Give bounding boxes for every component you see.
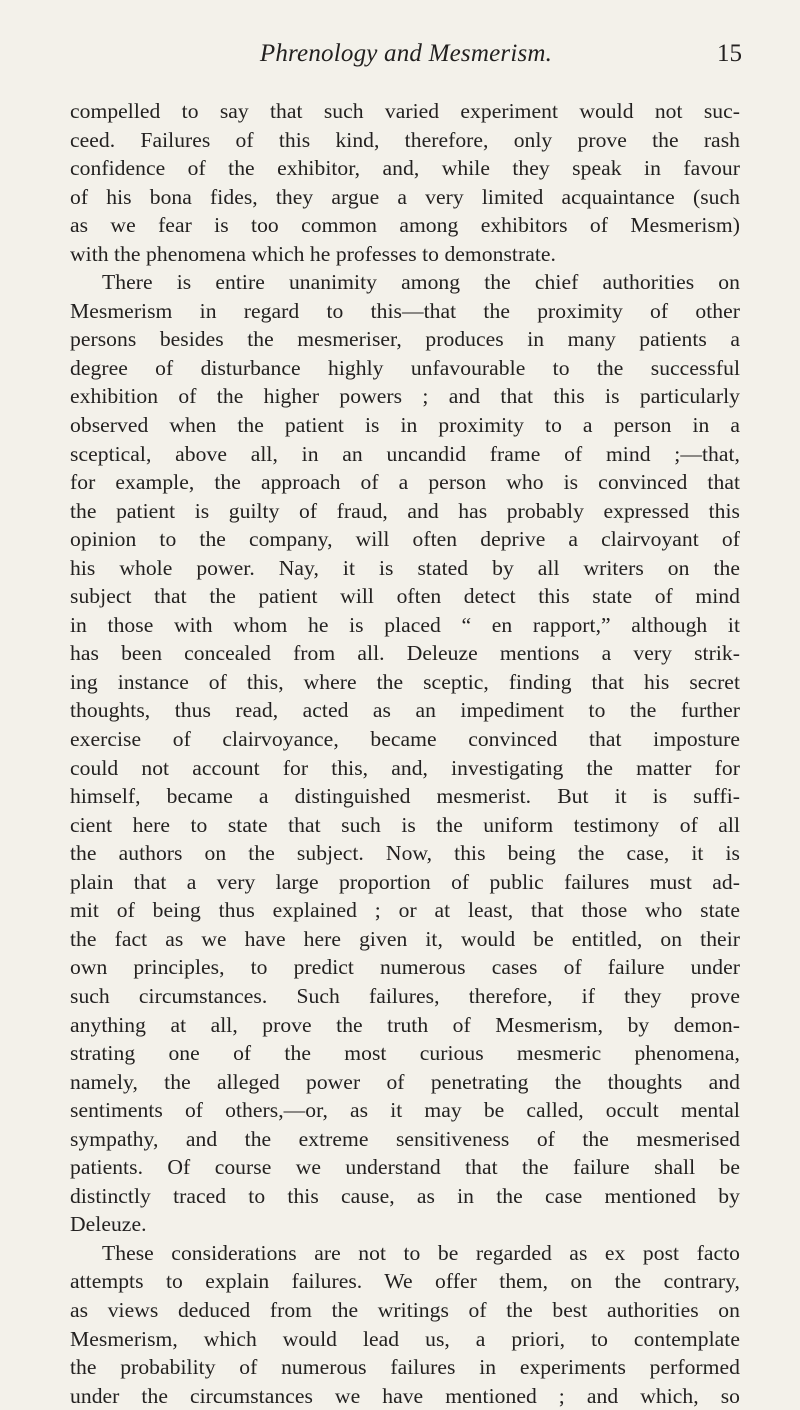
text-line: patients. Of course we understand that the failure shall be	[70, 1155, 740, 1180]
text-line: with the phenomena which he professes to demonstrate.	[70, 241, 556, 266]
text-line: has been concealed from all. Deleuze mentions a very strik-	[70, 641, 740, 666]
text-line: sentiments of others,—or, as it may be called, occult mental	[70, 1098, 740, 1123]
text-line: his whole power. Nay, it is stated by all writers on the	[70, 555, 740, 580]
text-line: confidence of the exhibitor, and, while they speak in favour	[70, 156, 740, 181]
text-line: subject that the patient will often detect this state of mind	[70, 584, 740, 609]
text-line: the probability of numerous failures in experiments performed	[70, 1355, 740, 1380]
text-line: Mesmerism, which would lead us, a priori, to contemplate	[70, 1326, 740, 1351]
text-line: ing instance of this, where the sceptic, finding that his secret	[70, 669, 740, 694]
text-line: himself, became a distinguished mesmerist. But it is suffi-	[70, 784, 740, 809]
text-line: the fact as we have here given it, would be entitled, on their	[70, 926, 740, 951]
text-line: mit of being thus explained ; or at least, that those who state	[70, 898, 740, 923]
text-line: of his bona fides, they argue a very limited acquaintance (such	[70, 184, 740, 209]
text-line: exercise of clairvoyance, became convinced that imposture	[70, 727, 740, 752]
text-line: plain that a very large proportion of public failures must ad-	[70, 869, 740, 894]
text-line: such circumstances. Such failures, therefore, if they prove	[70, 983, 740, 1008]
text-line: namely, the alleged power of penetrating the thoughts and	[70, 1069, 740, 1094]
text-line: own principles, to predict numerous cases of failure under	[70, 955, 740, 980]
text-line: attempts to explain failures. We offer them, on the contrary,	[70, 1269, 740, 1294]
text-line: ceed. Failures of this kind, therefore, only prove the rash	[70, 127, 740, 152]
text-line: Deleuze.	[70, 1212, 147, 1237]
text-line: opinion to the company, will often deprive a clairvoyant of	[70, 527, 740, 552]
text-line: persons besides the mesmeriser, produces in many patients a	[70, 327, 740, 352]
text-line: anything at all, prove the truth of Mesmerism, by demon-	[70, 1012, 740, 1037]
body-text	[70, 97, 740, 1410]
text-line: as we fear is too common among exhibitors of Mesmerism)	[70, 213, 740, 238]
text-line: the authors on the subject. Now, this being the case, it is	[70, 841, 740, 866]
text-line: exhibition of the higher powers ; and that this is particularly	[70, 384, 740, 409]
text-line: sceptical, above all, in an uncandid frame of mind ;—that,	[70, 441, 740, 466]
running-title: Phrenology and Mesmerism.	[259, 40, 553, 67]
text-line: for example, the approach of a person who is convinced that	[70, 470, 740, 495]
text-line: as views deduced from the writings of the best authorities on	[70, 1297, 740, 1322]
text-line: the patient is guilty of fraud, and has probably expressed this	[70, 498, 740, 523]
text-line: strating one of the most curious mesmeric phenomena,	[70, 1041, 740, 1066]
running-header	[70, 40, 742, 80]
text-line: There is entire unanimity among the chief authorities on	[102, 270, 740, 295]
text-line: distinctly traced to this cause, as in the case mentioned by	[70, 1183, 740, 1208]
text-line: could not account for this, and, investigating the matter for	[70, 755, 740, 780]
text-line: cient here to state that such is the uniform testimony of all	[70, 812, 740, 837]
text-line: in those with whom he is placed “ en rapport,” although it	[70, 612, 740, 637]
text-line: Mesmerism in regard to this—that the proximity of other	[70, 298, 740, 323]
text-line: degree of disturbance highly unfavourable to the successful	[70, 355, 740, 380]
text-line: These considerations are not to be regarded as ex post facto	[102, 1240, 740, 1265]
text-line: thoughts, thus read, acted as an impediment to the further	[70, 698, 740, 723]
text-line: compelled to say that such varied experiment would not suc-	[70, 99, 740, 123]
text-line: sympathy, and the extreme sensitiveness of the mesmerised	[70, 1126, 740, 1151]
page-number: 15	[717, 40, 742, 67]
text-line: observed when the patient is in proximity to a person in a	[70, 413, 740, 438]
text-line: under the circumstances we have mentioned ; and which, so	[70, 1383, 740, 1408]
